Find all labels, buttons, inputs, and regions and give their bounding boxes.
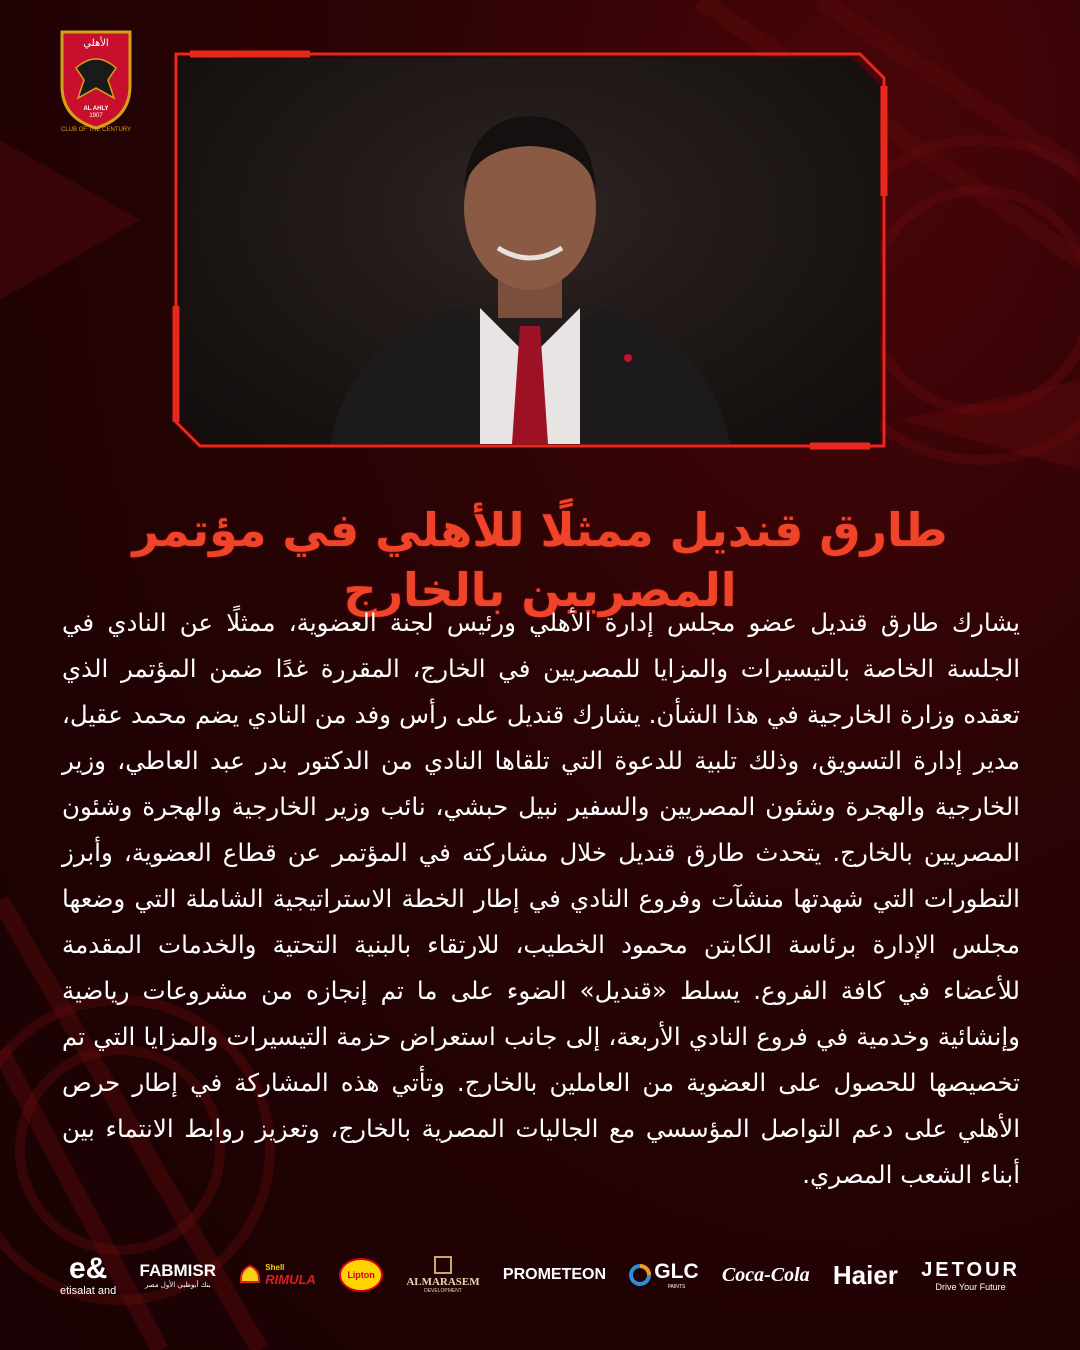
etisalat-logo-mark: e& [68, 1252, 108, 1285]
sponsor-prometeon: PROMETEON [502, 1266, 607, 1283]
photo-frame [170, 46, 890, 454]
club-logo [56, 28, 136, 133]
svg-text:AL AHLY: AL AHLY [83, 106, 109, 112]
svg-text:1907: 1907 [89, 113, 103, 119]
shell-icon [239, 1264, 261, 1286]
headline: طارق قنديل ممثلًا للأهلي في مؤتمر المصريين بالخارج [132, 503, 948, 617]
sponsor-fabmisr: FABMISR بنك أبوظبي الأول مصر [139, 1261, 217, 1289]
sponsor-shell-rimula: Shell RIMULA [239, 1263, 316, 1287]
almarasem-icon [434, 1256, 452, 1274]
sponsor-cocacola: Coca-Cola [721, 1263, 810, 1286]
sponsor-almarasem: ALMARASEM DEVELOPMENT [406, 1256, 479, 1294]
sponsor-lipton: Lipton [339, 1258, 383, 1292]
sponsor-jetour: JETOUR Drive Your Future [921, 1258, 1020, 1292]
svg-text:الأهلي: الأهلي [83, 38, 109, 49]
article-body: يشارك طارق قنديل عضو مجلس إدارة الأهلي ورئيس لجنة العضوية، ممثلًا عن النادي في الجلسة الخاصة بالتيسيرات والمزايا للمصريين في الخارج، المقررة غدًا ضمن المؤتمر الذي تعقده وزارة الخارجية في هذا الشأن. يشارك قنديل على رأس وفد من النادي يضم محمد عقيل، مدير إدارة التسويق، وذلك تلبية للدعوة التي تلقاها النادي من الدكتور بدر عبد العاطي، وزير الخارجية والهجرة وشئون المصريين والسفير نبيل حبشي، نائب وزير الخارجية والهجرة وشئون المصريين بالخارج. يتحدث طارق قنديل خلال مشاركته في المؤتمر عن قطاع العضوية، وأبرز التطورات التي شهدتها منشآت وفروع النادي في إطار الخطة الاستراتيجية الشاملة التي وضعها مجلس الإدارة برئاسة الكابتن محمود الخطيب، للارتقاء بالبنية التحتية والخدمات المقدمة للأعضاء في كافة الفروع. يسلط «قنديل» الضوء على ما تم إنجازه من مشروعات رياضية وإنشائية وخدمية في فروع النادي الأربعة، إلى جانب استعراض حزمة التيسيرات والمزايا التي تم تخصيصها للحصول على العضوية من العاملين بالخارج. وتأتي هذه المشاركة في إطار حرص الأهلي على دعم التواصل المؤسسي مع الجاليات المصرية بالخارج، وتعزيز روابط الانتماء بين أبناء الشعب المصري. [62, 608, 1020, 1189]
sponsor-glc: GLC PAINTS [629, 1260, 698, 1290]
glc-icon [629, 1264, 651, 1286]
sponsor-etisalat: e& etisalat and [60, 1252, 117, 1297]
svg-text:CLUB OF THE CENTURY: CLUB OF THE CENTURY [60, 127, 132, 133]
frame-border [170, 46, 890, 454]
sponsor-haier: Haier [832, 1259, 898, 1290]
sponsors-bar [60, 1240, 1020, 1310]
